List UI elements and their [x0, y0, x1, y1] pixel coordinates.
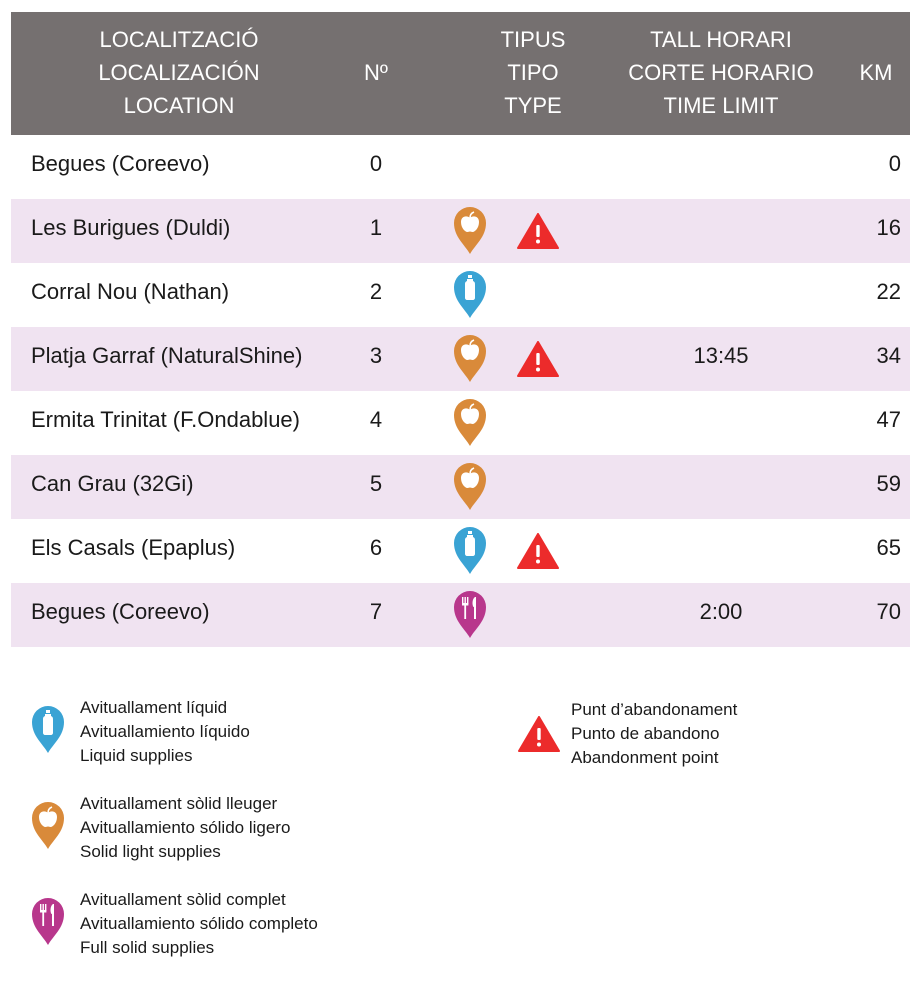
cutlery-pin-icon — [452, 589, 488, 639]
row-km: 16 — [876, 215, 901, 240]
row-location: Can Grau (32Gi) — [31, 471, 194, 496]
row-km: 0 — [888, 151, 901, 176]
row-location: Corral Nou (Nathan) — [31, 279, 230, 304]
row-time-limit — [651, 196, 791, 260]
legend-abandon: Punt d’abandonament Punto de abandono Abandonment point — [571, 700, 738, 767]
row-time-limit — [651, 452, 791, 516]
row-km: 22 — [876, 279, 901, 304]
apple-pin-icon — [452, 397, 488, 447]
bottle-pin-icon — [30, 704, 66, 754]
row-km: 47 — [876, 407, 901, 432]
row-number: 6 — [369, 535, 383, 560]
apple-pin-icon — [452, 333, 488, 383]
row-km: 65 — [876, 535, 901, 560]
bottle-pin-icon — [452, 525, 488, 575]
table-row — [11, 391, 910, 455]
table-body — [11, 135, 910, 647]
row-number: 2 — [369, 279, 383, 304]
row-location: Ermita Trinitat (F.Ondablue) — [31, 407, 300, 432]
header-time-limit: TALL HORARI CORTE HORARIO TIME LIMIT — [628, 27, 814, 118]
warning-triangle-icon — [517, 533, 559, 569]
row-time-limit — [651, 132, 791, 196]
table-row — [11, 135, 910, 199]
row-location: Begues (Coreevo) — [31, 151, 210, 176]
row-number: 0 — [369, 151, 383, 176]
table-row — [11, 327, 910, 391]
row-number: 4 — [369, 407, 383, 432]
table-row — [11, 455, 910, 519]
row-time-limit — [651, 388, 791, 452]
table-row — [11, 519, 910, 583]
header-type: TIPUS TIPO TYPE — [500, 27, 566, 118]
apple-pin-icon — [452, 205, 488, 255]
legend-solid-light: Avituallament sòlid lleuger Avituallamiento sólido ligero Solid light supplies — [80, 794, 291, 861]
row-location: Els Casals (Epaplus) — [31, 535, 236, 560]
row-km: 34 — [876, 343, 901, 368]
checkpoints-table — [11, 12, 910, 647]
row-time-limit: 2:00 — [699, 599, 743, 624]
legend-liquid: Avituallament líquid Avituallamiento líquido Liquid supplies — [80, 698, 250, 765]
row-time-limit — [651, 260, 791, 324]
row-number: 3 — [369, 343, 383, 368]
warning-triangle-icon — [517, 341, 559, 377]
header-number: Nº — [364, 60, 388, 85]
table-row — [11, 199, 910, 263]
table-row — [11, 263, 910, 327]
table-header — [11, 12, 910, 135]
table-row — [11, 583, 910, 647]
row-time-limit — [651, 516, 791, 580]
apple-pin-icon — [30, 800, 66, 850]
row-number: 5 — [369, 471, 383, 496]
cutlery-pin-icon — [30, 896, 66, 946]
legend-solid-full: Avituallament sòlid complet Avituallamiento sólido completo Full solid supplies — [80, 890, 318, 957]
row-location: Platja Garraf (NaturalShine) — [31, 343, 303, 368]
warning-triangle-icon — [518, 716, 560, 752]
bottle-pin-icon — [452, 269, 488, 319]
row-location: Begues (Coreevo) — [31, 599, 210, 624]
warning-triangle-icon — [517, 213, 559, 249]
row-number: 1 — [369, 215, 383, 240]
row-km: 70 — [876, 599, 901, 624]
row-number: 7 — [369, 599, 383, 624]
header-km: KM — [859, 60, 893, 85]
row-time-limit: 13:45 — [693, 343, 749, 368]
row-location: Les Burigues (Duldi) — [31, 215, 231, 240]
header-location: LOCALITZACIÓ LOCALIZACIÓN LOCATION — [98, 27, 260, 118]
apple-pin-icon — [452, 461, 488, 511]
row-km: 59 — [876, 471, 901, 496]
